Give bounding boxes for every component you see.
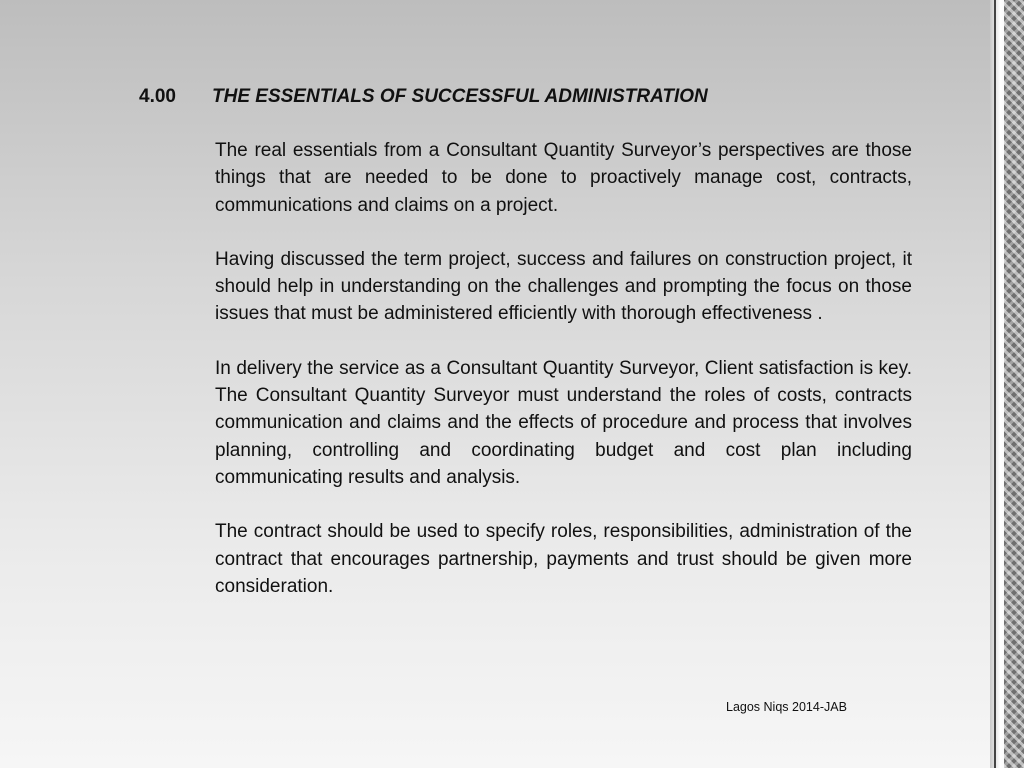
side-bar-divider (994, 0, 996, 768)
slide-footer: Lagos Niqs 2014-JAB (726, 700, 847, 714)
section-number: 4.00 (139, 86, 176, 107)
side-bar-pattern (1004, 0, 1024, 768)
section-heading (139, 84, 839, 110)
paragraph-1: The real essentials from a Consultant Quantity Surveyor’s perspectives are those things that are needed to be done to proactively manage cost, contracts, communications and claims on a project. (215, 140, 912, 216)
section-title: THE ESSENTIALS OF SUCCESSFUL ADMINISTRATION (212, 86, 708, 107)
decorative-side-bar (990, 0, 1024, 768)
body-text (215, 137, 912, 627)
paragraph-2: Having discussed the term project, success and failures on construction project, it should help in understanding on the challenges and prompting the focus on those issues that must be administered efficiently with thorough effectiveness . (215, 248, 912, 325)
paragraph-3: In delivery the service as a Consultant Quantity Surveyor, Client satisfaction is key. The Consultant Quantity Surveyor must understand the roles of costs, contracts communication and claims and the effects of procedure and process that involves planning, controlling and coordinating budget and cost plan including communicating results and analysis. (215, 357, 912, 488)
paragraph-4: The contract should be used to specify roles, responsibilities, administration of the contract that encourages partnership, payments and trust should be given more consideration. (215, 521, 912, 597)
